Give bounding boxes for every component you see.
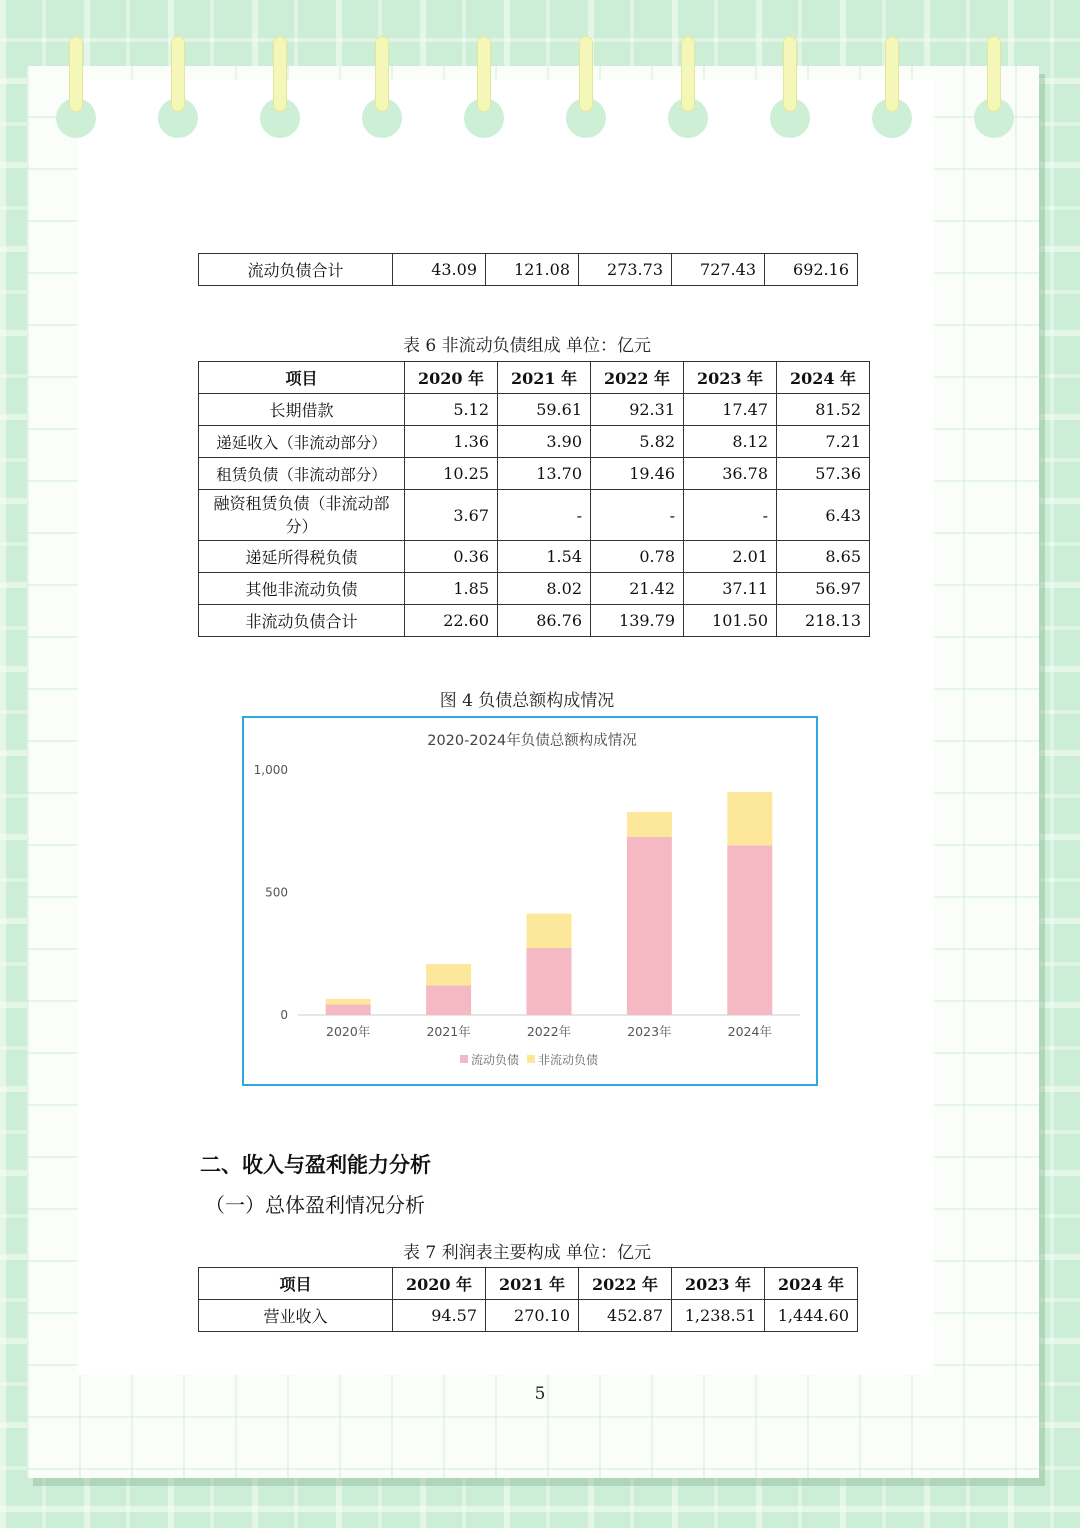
- table-cell: 1.85: [405, 573, 498, 605]
- table-cell: 13.70: [498, 458, 591, 490]
- column-header: 2023 年: [672, 1268, 765, 1300]
- table-cell: 101.50: [684, 605, 777, 637]
- table-cell: 7.21: [777, 426, 870, 458]
- table-cell: 452.87: [579, 1300, 672, 1332]
- table-cell: 86.76: [498, 605, 591, 637]
- bar-segment: [326, 999, 371, 1005]
- binder-clip: [681, 36, 695, 112]
- subsection-heading: （一）总体盈利情况分析: [205, 1193, 425, 1217]
- table-cell: 37.11: [684, 573, 777, 605]
- bar-segment: [527, 914, 572, 948]
- row-label: 非流动负债合计: [199, 605, 405, 637]
- table-cell: 270.10: [486, 1300, 579, 1332]
- table-row: [199, 605, 870, 637]
- binder-clip: [69, 36, 83, 112]
- table-cell: 56.97: [777, 573, 870, 605]
- table-row: [199, 573, 870, 605]
- x-tick-label: 2022年: [526, 1024, 572, 1039]
- column-header: 2020 年: [405, 362, 498, 394]
- table-cell: 1.36: [405, 426, 498, 458]
- table-cell: 36.78: [684, 458, 777, 490]
- column-header: 2022 年: [591, 362, 684, 394]
- table-cell: 59.61: [498, 394, 591, 426]
- table-cell: 692.16: [765, 254, 858, 286]
- binder-clip: [273, 36, 287, 112]
- x-tick-label: 2023年: [627, 1024, 672, 1039]
- table-row: [199, 458, 870, 490]
- bar-segment: [527, 948, 572, 1015]
- table-cell: 8.02: [498, 573, 591, 605]
- row-label: 融资租赁负债（非流动部分）: [199, 490, 405, 541]
- table-cell: 3.90: [498, 426, 591, 458]
- binder-clip: [579, 36, 593, 112]
- chart-title: 2020-2024年负债总额构成情况: [427, 733, 637, 749]
- table-cell: 1,444.60: [765, 1300, 858, 1332]
- table-cell: 92.31: [591, 394, 684, 426]
- row-label: 其他非流动负债: [199, 573, 405, 605]
- table-cell: 57.36: [777, 458, 870, 490]
- binder-clip: [477, 36, 491, 112]
- table-cell: 2.01: [684, 541, 777, 573]
- binder-clip: [171, 36, 185, 112]
- table-row: [199, 394, 870, 426]
- table-cell: 0.78: [591, 541, 684, 573]
- figure4-caption: 图 4 负债总额构成情况: [439, 691, 615, 711]
- table-cell: 17.47: [684, 394, 777, 426]
- row-label: 营业收入: [199, 1300, 393, 1332]
- table-cell: 5.82: [591, 426, 684, 458]
- liabilities-chart: [242, 716, 818, 1086]
- table-cell: 0.36: [405, 541, 498, 573]
- table-cell: 8.12: [684, 426, 777, 458]
- table-row: [199, 426, 870, 458]
- row-label: 递延收入（非流动部分）: [199, 426, 405, 458]
- current-liabilities-total-table: [198, 253, 858, 286]
- table-cell: 43.09: [393, 254, 486, 286]
- column-header: 2020 年: [393, 1268, 486, 1300]
- table-cell: -: [498, 490, 591, 541]
- y-tick-label: 0: [280, 1008, 288, 1022]
- table-cell: 6.43: [777, 490, 870, 541]
- column-header: 项目: [199, 362, 405, 394]
- column-header: 2024 年: [765, 1268, 858, 1300]
- column-header: 项目: [199, 1268, 393, 1300]
- bar-segment: [727, 845, 772, 1015]
- table-cell: 1,238.51: [672, 1300, 765, 1332]
- bar-segment: [426, 964, 471, 985]
- table-cell: 10.25: [405, 458, 498, 490]
- table-cell: -: [591, 490, 684, 541]
- y-tick-label: 500: [265, 885, 288, 900]
- x-tick-label: 2021年: [426, 1024, 471, 1039]
- table-cell: 22.60: [405, 605, 498, 637]
- page-number: 5: [534, 1384, 546, 1404]
- binder-clip: [375, 36, 389, 112]
- table-row: [199, 490, 870, 541]
- column-header: 2021 年: [486, 1268, 579, 1300]
- table-cell: 727.43: [672, 254, 765, 286]
- table-row: [199, 541, 870, 573]
- table-row: [199, 1300, 858, 1332]
- legend-label: 流动负债: [471, 1053, 520, 1067]
- table-cell: 8.65: [777, 541, 870, 573]
- bar-segment: [627, 837, 672, 1015]
- row-label: 长期借款: [199, 394, 405, 426]
- row-label: 租赁负债（非流动部分）: [199, 458, 405, 490]
- column-header: 2023 年: [684, 362, 777, 394]
- section-heading: 二、收入与盈利能力分析: [200, 1153, 431, 1177]
- row-label: 递延所得税负债: [199, 541, 405, 573]
- table-cell: 139.79: [591, 605, 684, 637]
- column-header: 2024 年: [777, 362, 870, 394]
- table-row: [199, 254, 858, 286]
- table-cell: 94.57: [393, 1300, 486, 1332]
- table-cell: 3.67: [405, 490, 498, 541]
- table-cell: 218.13: [777, 605, 870, 637]
- bar-segment: [426, 985, 471, 1015]
- bar-segment: [627, 812, 672, 837]
- y-tick-label: 1,000: [253, 763, 288, 777]
- table-cell: 19.46: [591, 458, 684, 490]
- column-header: 2022 年: [579, 1268, 672, 1300]
- x-tick-label: 2024年: [727, 1024, 772, 1039]
- legend-swatch: [460, 1055, 468, 1063]
- table-header-row: [199, 1268, 858, 1300]
- table7-caption: 表 7 利润表主要构成 单位：亿元: [402, 1243, 652, 1263]
- column-header: 2021 年: [498, 362, 591, 394]
- table-cell: 273.73: [579, 254, 672, 286]
- x-tick-label: 2020年: [326, 1024, 371, 1039]
- bar-segment: [326, 1004, 371, 1015]
- bar-segment: [727, 792, 772, 845]
- binder-clip: [987, 36, 1001, 112]
- chart-canvas: [244, 718, 816, 1084]
- table-cell: 5.12: [405, 394, 498, 426]
- table6-caption: 表 6 非流动负债组成 单位：亿元: [402, 336, 652, 356]
- legend-label: 非流动负债: [538, 1053, 599, 1067]
- table-header-row: [199, 362, 870, 394]
- binder-clip: [885, 36, 899, 112]
- row-label: 流动负债合计: [199, 254, 393, 286]
- table7: [198, 1267, 858, 1332]
- table-cell: 121.08: [486, 254, 579, 286]
- table-cell: 21.42: [591, 573, 684, 605]
- table-cell: 1.54: [498, 541, 591, 573]
- binder-clip: [783, 36, 797, 112]
- table-cell: -: [684, 490, 777, 541]
- table6: [198, 361, 870, 637]
- table-cell: 81.52: [777, 394, 870, 426]
- legend-swatch: [527, 1055, 535, 1063]
